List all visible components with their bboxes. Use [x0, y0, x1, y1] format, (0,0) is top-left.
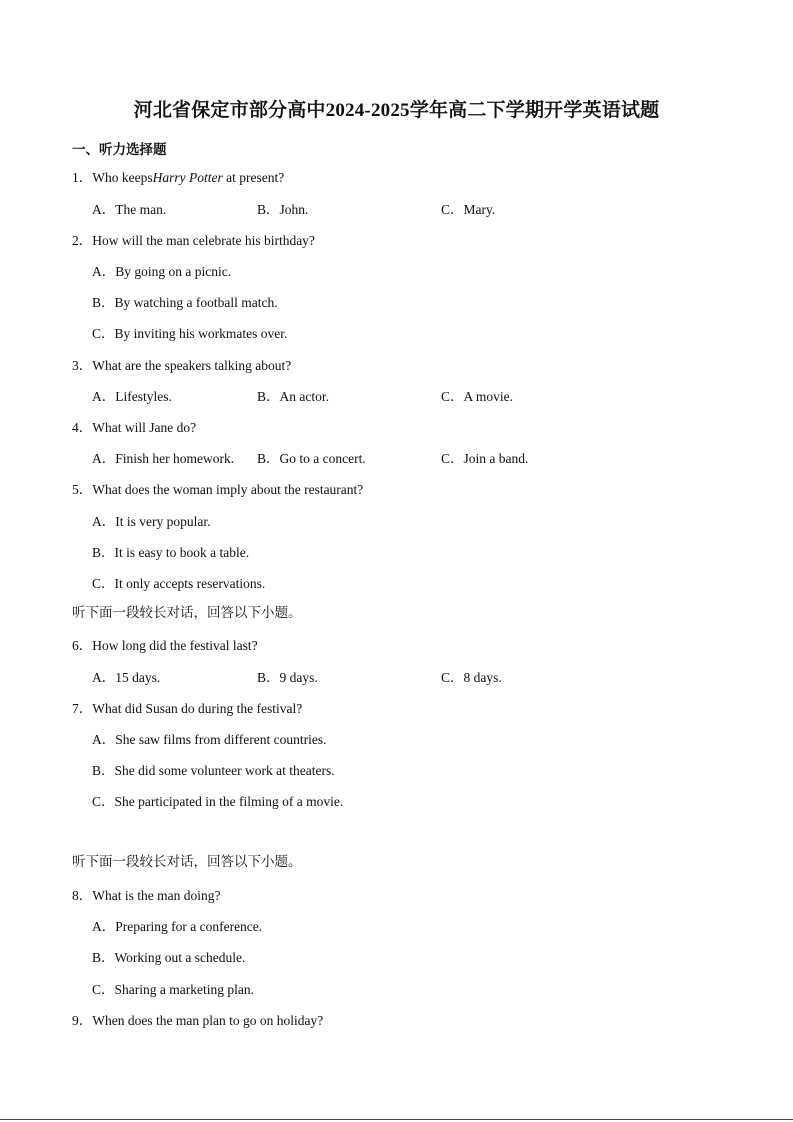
book-title: Harry Potter: [152, 170, 223, 185]
question-2: [72, 229, 315, 249]
question-1: [72, 166, 284, 186]
question-text: What is the man doing?: [92, 888, 221, 903]
section-heading: 一、听力选择题: [72, 142, 167, 157]
option-a: A．She saw films from different countries.: [92, 732, 327, 747]
question-text: When does the man plan to go on holiday?: [92, 1013, 324, 1028]
question-5: [72, 478, 363, 498]
option-a: A．Finish her homework.: [92, 451, 235, 466]
question-9: [72, 1009, 323, 1029]
option-c: C．Mary.: [441, 202, 496, 217]
question-number: 8．: [72, 888, 93, 903]
question-number: 5．: [72, 482, 93, 497]
document-title: 河北省保定市部分高中2024-2025学年高二下学期开学英语试题: [133, 100, 660, 121]
question-number: 3．: [72, 358, 93, 373]
option-b: B．An actor.: [257, 389, 329, 404]
option-c: C．Join a band.: [441, 451, 529, 466]
question-text: How will the man celebrate his birthday?: [92, 233, 315, 248]
question-3: [72, 354, 291, 374]
question-text: How long did the festival last?: [92, 638, 258, 653]
option-c: C．She participated in the filming of a movie.: [92, 794, 344, 809]
option-c: C．It only accepts reservations.: [92, 576, 266, 591]
option-a: A．Lifestyles.: [92, 389, 172, 404]
listening-instruction: 听下面一段较长对话，回答以下小题。: [72, 605, 302, 620]
option-a: A．The man.: [92, 202, 167, 217]
page-bottom-rule: [0, 1119, 793, 1120]
question-number: 9．: [72, 1013, 93, 1028]
option-b: B．John.: [257, 202, 309, 217]
option-a: A．Preparing for a conference.: [92, 919, 263, 934]
question-text-end: at present?: [222, 170, 285, 185]
option-b: B．By watching a football match.: [92, 295, 278, 310]
question-6: [72, 634, 258, 654]
option-b: B．She did some volunteer work at theaters.: [92, 763, 335, 778]
question-7: [72, 697, 302, 717]
option-b: B．It is easy to book a table.: [92, 545, 250, 560]
question-number: 1．: [72, 170, 93, 185]
option-a: A．15 days.: [92, 670, 161, 685]
option-c: C．8 days.: [441, 670, 502, 685]
question-number: 6．: [72, 638, 93, 653]
option-a: A．By going on a picnic.: [92, 264, 232, 279]
question-4: [72, 416, 196, 436]
option-c: C．By inviting his workmates over.: [92, 326, 288, 341]
option-a: A．It is very popular.: [92, 514, 211, 529]
listening-instruction: 听下面一段较长对话，回答以下小题。: [72, 854, 302, 869]
question-number: 7．: [72, 701, 93, 716]
option-b: B．Go to a concert.: [257, 451, 366, 466]
option-c: C．A movie.: [441, 389, 514, 404]
option-b: B．9 days.: [257, 670, 318, 685]
option-c: C．Sharing a marketing plan.: [92, 982, 254, 997]
question-text: What did Susan do during the festival?: [92, 701, 303, 716]
option-b: B．Working out a schedule.: [92, 950, 246, 965]
question-number: 4．: [72, 420, 93, 435]
question-text: What will Jane do?: [92, 420, 197, 435]
question-number: 2．: [72, 233, 93, 248]
question-text: What does the woman imply about the restaurant?: [92, 482, 364, 497]
question-text: What are the speakers talking about?: [92, 358, 292, 373]
question-8: [72, 884, 220, 904]
question-text: Who keeps: [92, 170, 153, 185]
